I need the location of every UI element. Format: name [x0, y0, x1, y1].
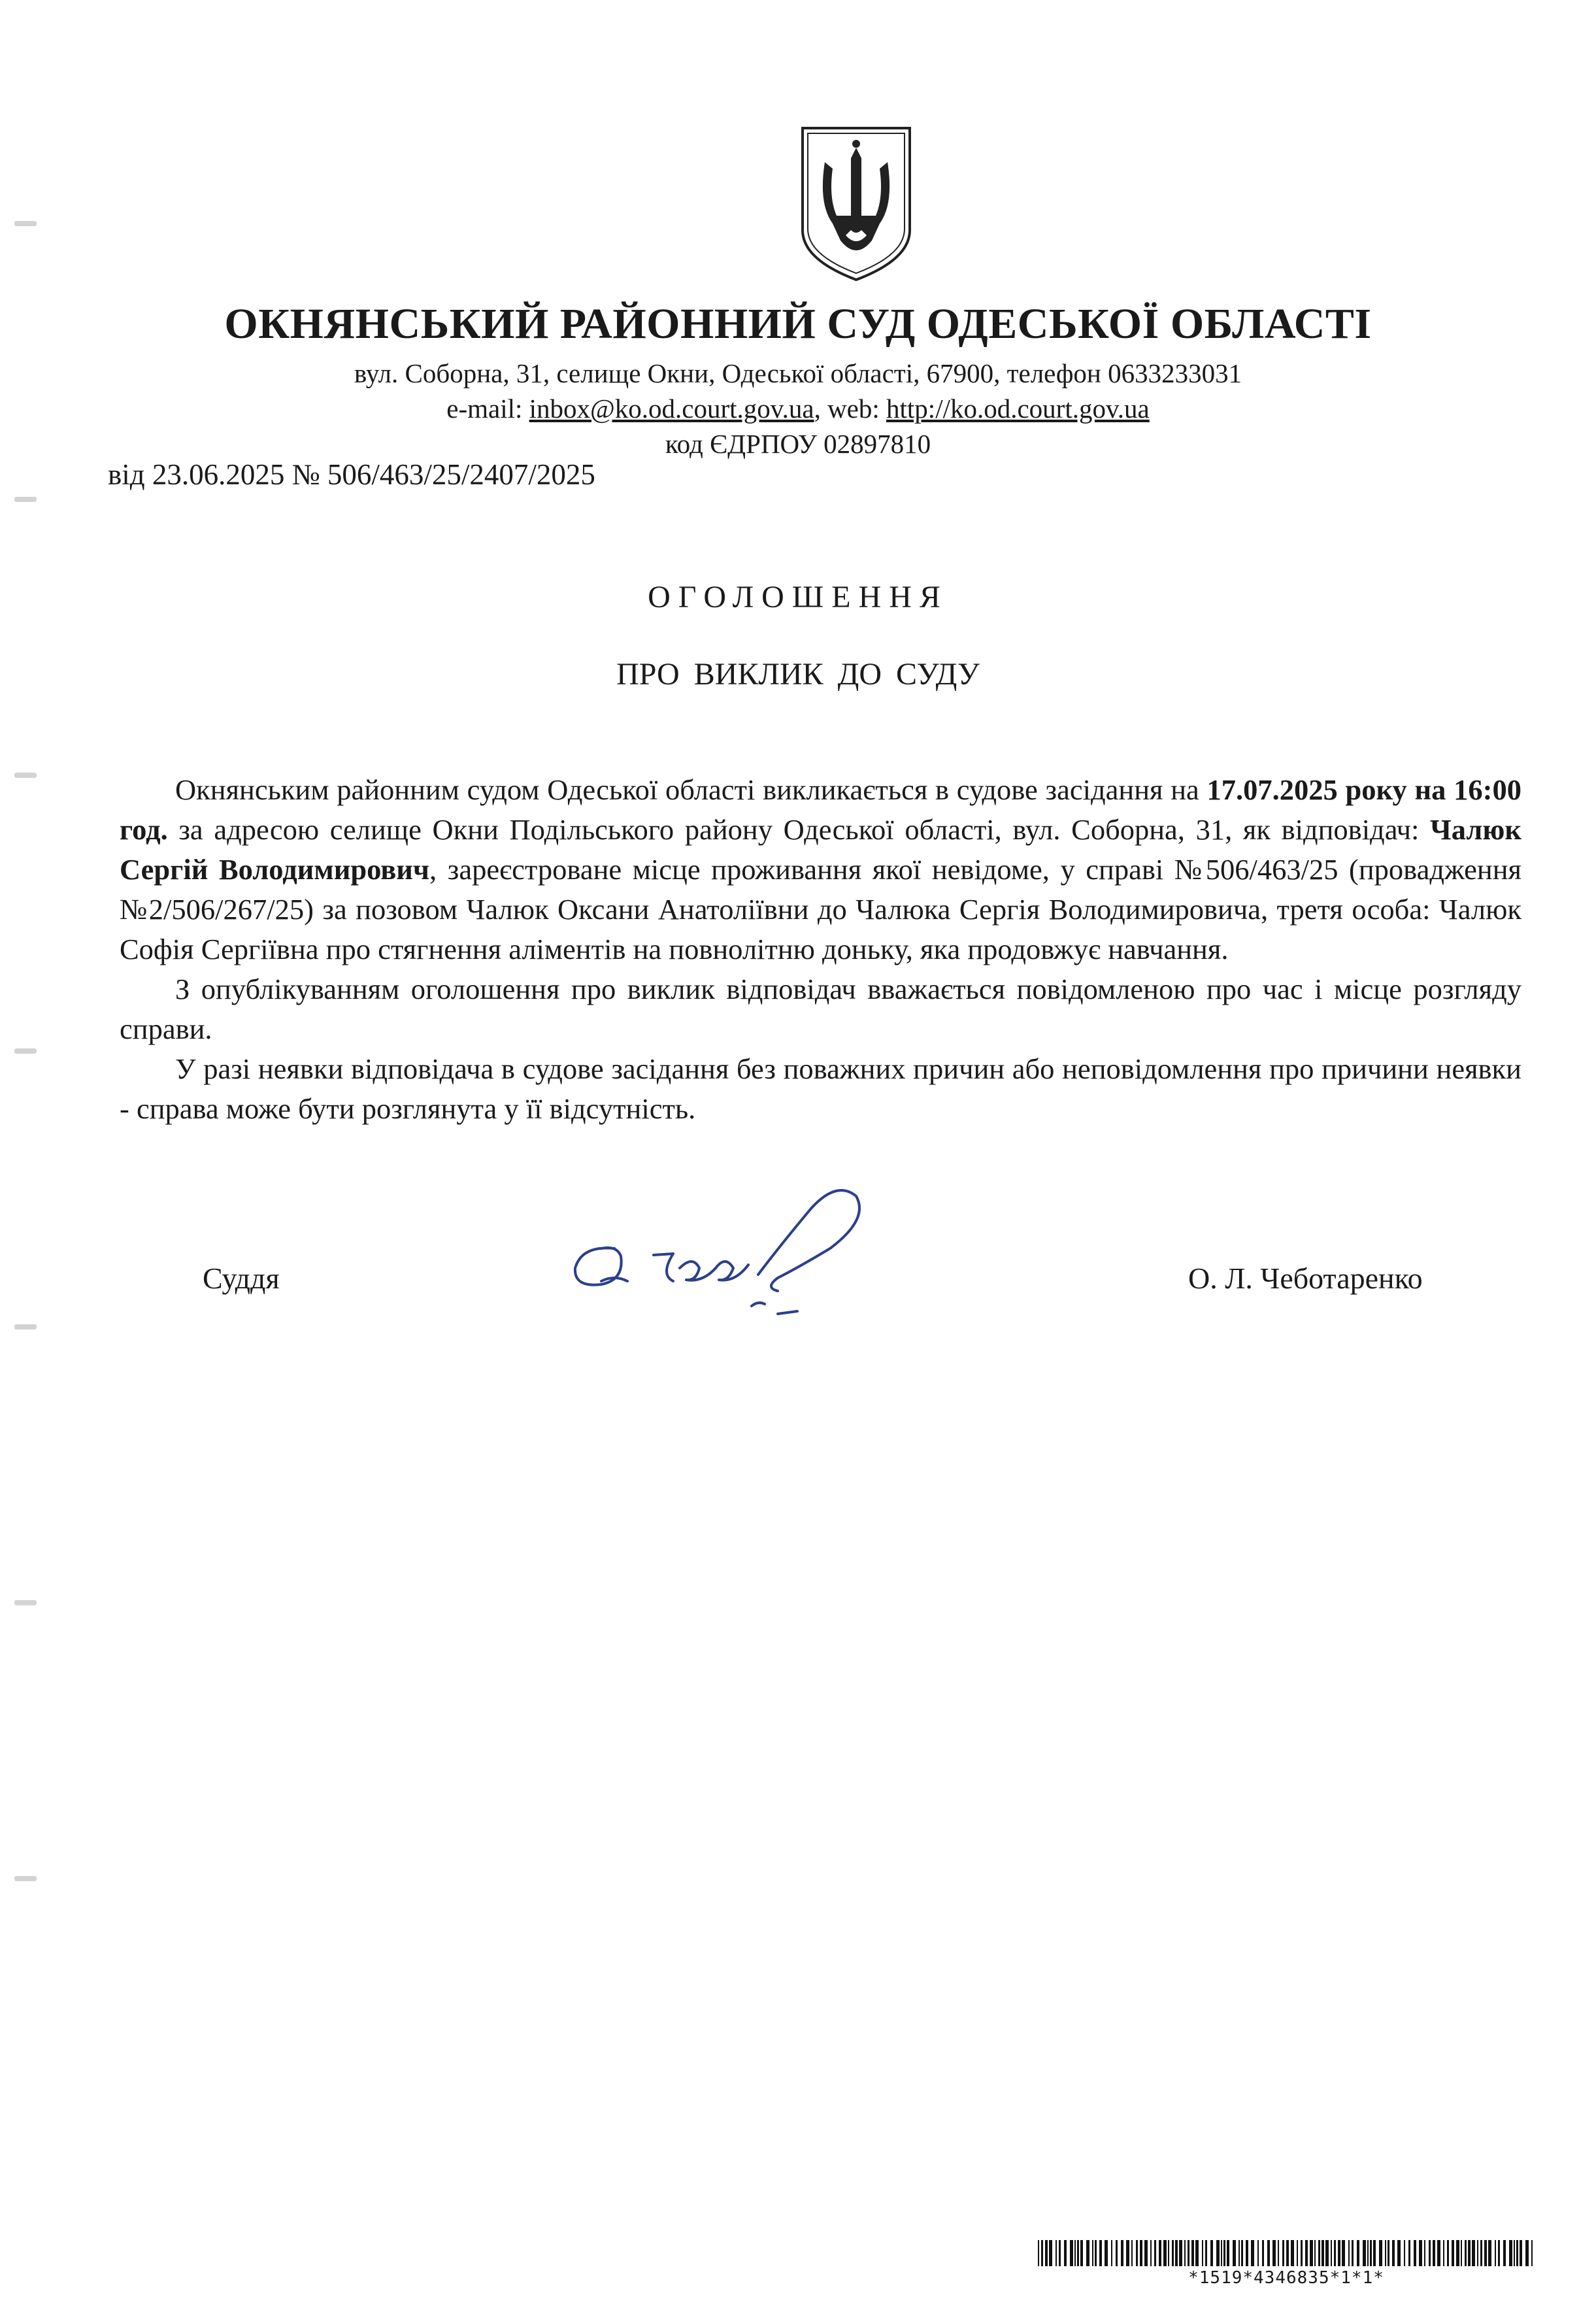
- barcode-bar: [1179, 2240, 1182, 2266]
- notice-subtitle: ПРО ВИКЛИК ДО СУДУ: [616, 657, 980, 692]
- email-link[interactable]: inbox@ko.od.court.gov.ua: [529, 393, 814, 424]
- barcode-bar: [1175, 2240, 1178, 2266]
- barcode-bar: [1342, 2240, 1345, 2266]
- barcode-bar: [1095, 2240, 1097, 2266]
- barcode-bar: [1456, 2240, 1459, 2266]
- barcode-bar: [1239, 2240, 1240, 2266]
- notice-body: [120, 770, 1521, 1129]
- barcode-bar: [1070, 2240, 1073, 2266]
- barcode-bar: [1331, 2240, 1332, 2266]
- barcode-bar: [1461, 2240, 1462, 2266]
- paragraph-absence: У разі неявки відповідача в судове засідання без поважних причин або неповідомлення про причини неявки - справа може бути розглянута у її відсутність.: [120, 1052, 1521, 1125]
- barcode-bar: [1278, 2240, 1279, 2266]
- barcode-bar: [1310, 2240, 1313, 2266]
- barcode-bar: [1452, 2240, 1454, 2266]
- barcode-bar: [1314, 2240, 1316, 2266]
- hearing-datetime: 17.07.2025 року на 16:00 год.: [120, 773, 1521, 846]
- barcode-bar: [1227, 2240, 1229, 2266]
- barcode-bar: [1282, 2240, 1284, 2266]
- barcode-bar: [1472, 2240, 1475, 2266]
- barcode-bar: [1484, 2240, 1487, 2266]
- barcode-bar: [1367, 2240, 1369, 2266]
- barcode-bar: [1049, 2240, 1052, 2266]
- barcode-bar: [1205, 2240, 1207, 2266]
- scan-mark: [14, 1324, 37, 1330]
- barcode-bar: [1414, 2240, 1416, 2266]
- barcode-bar: [1064, 2240, 1067, 2266]
- barcode-bar: [1392, 2240, 1395, 2266]
- barcode-bar: [1357, 2240, 1359, 2266]
- barcode-bar: [1334, 2240, 1336, 2266]
- barcode-bar: [1077, 2240, 1079, 2266]
- barcode-bar: [1172, 2240, 1174, 2266]
- barcode-bar: [1121, 2240, 1123, 2266]
- web-label: , web:: [814, 393, 887, 424]
- barcode-bar: [1262, 2240, 1264, 2266]
- barcode-bar: [1223, 2240, 1225, 2266]
- barcode-bar: [1297, 2240, 1298, 2266]
- scan-mark: [14, 1600, 37, 1605]
- barcode-bar: [1272, 2240, 1276, 2266]
- barcode-bar: [1514, 2240, 1515, 2266]
- barcode-bar: [1041, 2240, 1043, 2266]
- barcode-bar: [1233, 2240, 1236, 2266]
- scan-mark: [14, 221, 37, 226]
- web-link[interactable]: http://ko.od.court.gov.ua: [886, 393, 1150, 424]
- barcode-bar: [1140, 2240, 1142, 2266]
- barcode-bar: [1388, 2240, 1389, 2266]
- scan-mark: [14, 497, 37, 502]
- notice-title: ОГОЛОШЕННЯ: [648, 580, 948, 614]
- barcode-bar: [1325, 2240, 1329, 2266]
- barcode-bar: [1404, 2240, 1405, 2266]
- barcode-bar: [1509, 2240, 1512, 2266]
- summons-text: , зареєстроване місце проживання якої невідоме, у справі №506/463/25 (провадження №2/506/267/25) за позовом Чалюк Оксани Анатоліївни до Чалюка Сергія Володимировича, третя особа: Чалюк Софія Сергіївна про стягнення аліментів на повнолітню доньку, яка продовжує навчання.: [120, 853, 1522, 965]
- barcode-bar: [1131, 2240, 1133, 2266]
- barcode-bar: [1188, 2240, 1189, 2266]
- court-contacts: [0, 393, 1596, 424]
- summons-text: Окнянським районним судом Одеської області викликається в судове засідання на: [175, 773, 1207, 806]
- barcode-bar: [1498, 2240, 1500, 2266]
- barcode-bar: [1373, 2240, 1376, 2266]
- barcode-bar: [1105, 2240, 1108, 2266]
- barcode-bar: [1154, 2240, 1156, 2266]
- judge-name: О. Л. Чеботаренко: [1188, 1262, 1423, 1295]
- barcode-bar: [1516, 2240, 1518, 2266]
- barcode-bar: [1305, 2240, 1308, 2266]
- scan-mark: [14, 1048, 37, 1054]
- barcode-bar: [1074, 2240, 1076, 2266]
- barcode-bar: [1397, 2240, 1401, 2266]
- barcode-bar: [1267, 2240, 1270, 2266]
- barcode-bar: [1086, 2240, 1089, 2266]
- barcode-bar: [1477, 2240, 1478, 2266]
- barcode-bar: [1080, 2240, 1083, 2266]
- barcode-bar: [1191, 2240, 1194, 2266]
- barcode-bar: [1433, 2240, 1435, 2266]
- barcode-bar: [1291, 2240, 1294, 2266]
- barcode-bar: [1495, 2240, 1496, 2266]
- barcode-bar: [1116, 2240, 1118, 2266]
- barcode-bar: [1144, 2240, 1148, 2266]
- barcode-bar: [1286, 2240, 1289, 2266]
- barcode-bar: [1195, 2240, 1199, 2266]
- barcode-bar: [1111, 2240, 1112, 2266]
- barcode-bar: [1318, 2240, 1320, 2266]
- barcode-bar: [1352, 2240, 1354, 2266]
- barcode-bar: [1257, 2240, 1259, 2266]
- scan-mark: [14, 1876, 37, 1881]
- barcode-bar: [1210, 2240, 1213, 2266]
- email-label: e-mail:: [446, 393, 529, 424]
- barcode-bar: [1136, 2240, 1138, 2266]
- barcode-bar: [1221, 2240, 1222, 2266]
- barcode-bar: [1437, 2240, 1440, 2266]
- barcode-bar: [1408, 2240, 1410, 2266]
- barcode-bar: [1163, 2240, 1167, 2266]
- barcode-bar: [1363, 2240, 1366, 2266]
- barcode-bar: [1338, 2240, 1340, 2266]
- barcode-bar: [1385, 2240, 1386, 2266]
- barcode-bar: [1503, 2240, 1506, 2266]
- barcode-bar: [1348, 2240, 1350, 2266]
- barcode-bar: [1322, 2240, 1324, 2266]
- barcode-bar: [1379, 2240, 1382, 2266]
- ukraine-trident-icon: [799, 126, 914, 282]
- barcode-bar: [1099, 2240, 1102, 2266]
- barcode-bar: [1251, 2240, 1254, 2266]
- barcode-bar: [1126, 2240, 1129, 2266]
- court-name: ОКНЯНСЬКИЙ РАЙОННИЙ СУД ОДЕСЬКОЇ ОБЛАСТІ: [224, 300, 1372, 348]
- barcode-bar: [1216, 2240, 1220, 2266]
- paragraph-notification: З опублікуванням оголошення про виклик відповідач вважається повідомленою про час і місце розгляду справи.: [120, 973, 1521, 1045]
- barcode-bar: [1488, 2240, 1491, 2266]
- barcode-bar: [1531, 2240, 1533, 2266]
- barcode-bar: [1443, 2240, 1444, 2266]
- court-address: вул. Соборна, 31, селище Окни, Одеської області, 67900, телефон 0633233031: [354, 358, 1242, 388]
- barcode-bar: [1480, 2240, 1482, 2266]
- edrpou-code: код ЄДРПОУ 02897810: [665, 429, 931, 459]
- barcode-bar: [1468, 2240, 1471, 2266]
- barcode-bar: [1465, 2240, 1467, 2266]
- judge-label: Суддя: [203, 1262, 280, 1295]
- barcode-bar: [1520, 2240, 1522, 2266]
- defendant-name: Чалюк Сергій Володимирович: [120, 813, 1521, 886]
- judge-signature: [562, 1183, 902, 1347]
- barcode-bar: [1370, 2240, 1372, 2266]
- barcode-bar: [1150, 2240, 1152, 2266]
- summons-text: за адресою селище Окни Подільського району Одеської області, вул. Соборна, 31, як відповідач:: [167, 813, 1431, 846]
- scan-mark: [14, 773, 37, 778]
- barcode-bar: [1447, 2240, 1449, 2266]
- barcode-bar: [1241, 2240, 1243, 2266]
- paragraph-summons: [120, 770, 1521, 969]
- barcode-text: *1519*4346835*1*1*: [1188, 2268, 1384, 2288]
- barcode-bar: [1246, 2240, 1248, 2266]
- barcode-bar: [1525, 2240, 1529, 2266]
- barcode-bar: [1301, 2240, 1303, 2266]
- barcode-bar: [1168, 2240, 1169, 2266]
- barcode-bar: [1429, 2240, 1431, 2266]
- barcode-bar: [1419, 2240, 1422, 2266]
- barcode-bar: [1424, 2240, 1425, 2266]
- barcode-icon: [1038, 2240, 1535, 2269]
- barcode-bar: [1202, 2240, 1203, 2266]
- barcode-bar: [1045, 2240, 1048, 2266]
- barcode-bar: [1184, 2240, 1186, 2266]
- barcode-bar: [1159, 2240, 1161, 2266]
- document-reference: від 23.06.2025 № 506/463/25/2407/2025: [108, 458, 595, 491]
- barcode-bar: [1059, 2240, 1061, 2266]
- barcode-bar: [1092, 2240, 1093, 2266]
- barcode-bar: [1038, 2240, 1039, 2266]
- barcode-bar: [1056, 2240, 1057, 2266]
